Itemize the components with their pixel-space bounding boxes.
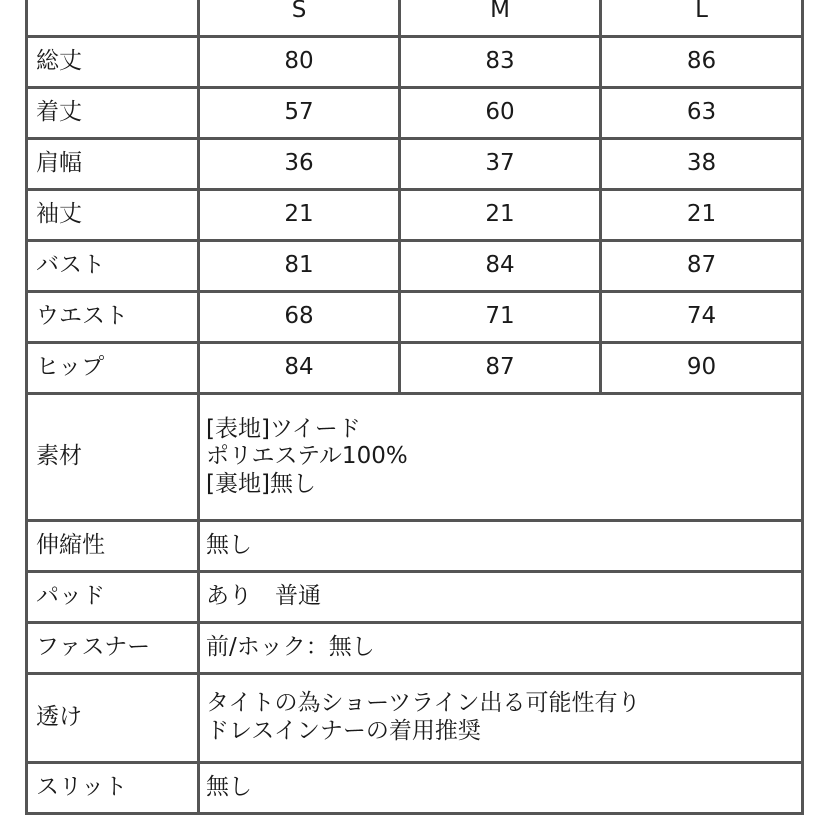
size-l-header: L xyxy=(601,0,803,37)
row-label: ヒップ xyxy=(27,343,199,394)
measurement-row-hip xyxy=(27,343,803,394)
measurement-row-waist xyxy=(27,292,803,343)
material-line: [表地]ツイード xyxy=(206,415,361,442)
row-label: 伸縮性 xyxy=(27,521,199,572)
measurement-row-bust xyxy=(27,241,803,292)
row-label: 肩幅 xyxy=(27,139,199,190)
value-l: 87 xyxy=(601,241,803,292)
header-row xyxy=(27,0,803,37)
value-l: 63 xyxy=(601,88,803,139)
detail-row-fastener xyxy=(27,623,803,674)
size-s-header: S xyxy=(199,0,400,37)
measurement-row-sleeve xyxy=(27,190,803,241)
value-m: 21 xyxy=(400,190,601,241)
detail-row-material xyxy=(27,394,803,521)
measurement-row-shoulder xyxy=(27,139,803,190)
slit-value: 無し xyxy=(199,763,803,814)
value-m: 71 xyxy=(400,292,601,343)
row-label: パッド xyxy=(27,572,199,623)
value-s: 80 xyxy=(199,37,400,88)
value-s: 68 xyxy=(199,292,400,343)
row-label: バスト xyxy=(27,241,199,292)
size-m-header: M xyxy=(400,0,601,37)
row-label: 総丈 xyxy=(27,37,199,88)
value-m: 83 xyxy=(400,37,601,88)
row-label: ウエスト xyxy=(27,292,199,343)
size-spec-table xyxy=(25,0,804,815)
detail-row-transparency xyxy=(27,674,803,763)
detail-row-pad xyxy=(27,572,803,623)
value-m: 60 xyxy=(400,88,601,139)
value-l: 21 xyxy=(601,190,803,241)
row-label: ファスナー xyxy=(27,623,199,674)
stretch-value: 無し xyxy=(199,521,803,572)
value-l: 90 xyxy=(601,343,803,394)
transparency-line: タイトの為ショーツライン出る可能性有り xyxy=(206,690,641,717)
value-l: 74 xyxy=(601,292,803,343)
value-m: 87 xyxy=(400,343,601,394)
material-value xyxy=(199,394,803,521)
value-s: 57 xyxy=(199,88,400,139)
row-label: 着丈 xyxy=(27,88,199,139)
value-s: 36 xyxy=(199,139,400,190)
measurement-row-length xyxy=(27,88,803,139)
transparency-value xyxy=(199,674,803,763)
pad-value: あり 普通 xyxy=(199,572,803,623)
row-label: 袖丈 xyxy=(27,190,199,241)
material-line: ポリエステル100% xyxy=(206,443,408,470)
value-s: 21 xyxy=(199,190,400,241)
value-s: 84 xyxy=(199,343,400,394)
measurement-row-total-length xyxy=(27,37,803,88)
fastener-value: 前/ホック：無し xyxy=(199,623,803,674)
detail-row-stretch xyxy=(27,521,803,572)
value-l: 38 xyxy=(601,139,803,190)
row-label: 透け xyxy=(27,674,199,763)
value-s: 81 xyxy=(199,241,400,292)
row-label: スリット xyxy=(27,763,199,814)
value-m: 37 xyxy=(400,139,601,190)
transparency-line: ドレスインナーの着用推奨 xyxy=(206,718,481,744)
value-l: 86 xyxy=(601,37,803,88)
detail-row-slit xyxy=(27,763,803,814)
row-label: 素材 xyxy=(27,394,199,521)
header-corner-cell xyxy=(27,0,199,37)
value-m: 84 xyxy=(400,241,601,292)
material-line: [裏地]無し xyxy=(206,470,316,497)
